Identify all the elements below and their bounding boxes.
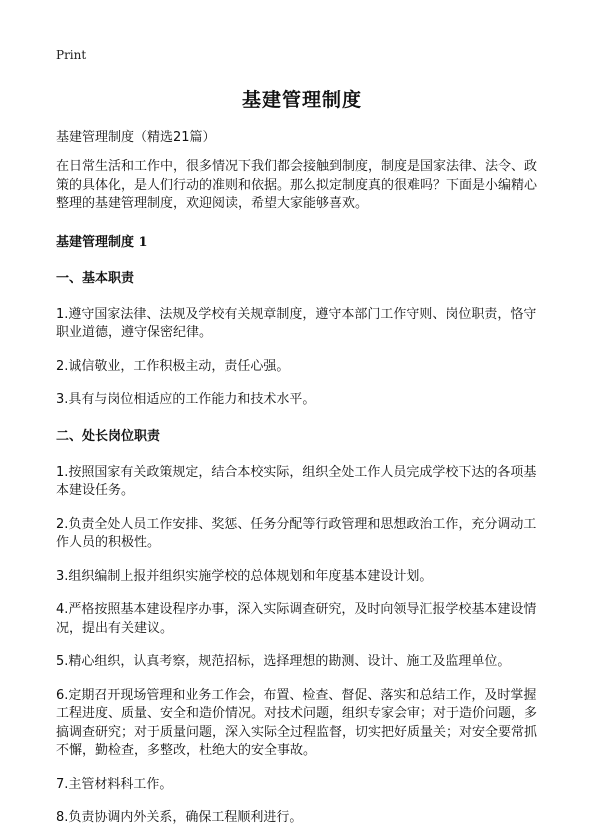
page-title: 基建管理制度: [241, 89, 362, 111]
list-item: 2.诚信敬业，工作积极主动，责任心强。: [56, 358, 290, 374]
list-item: 1.按照国家有关政策规定，结合本校实际，组织全处工作人员完成学校下达的各项基本建设任务。: [56, 464, 537, 498]
print-link[interactable]: Print: [56, 48, 87, 62]
list-item: 2.负责全处人员工作安排、奖惩、任务分配等行政管理和思想政治工作，充分调动工作人员的积极性。: [56, 516, 537, 550]
intro-paragraph: 在日常生活和工作中，很多情况下我们都会接触到制度，制度是国家法律、法令、政策的具体化，是人们行动的准则和依据。那么拟定制度真的很难吗？下面是小编精心整理的基建管理制度，欢迎阅读，希望大家能够喜欢。: [56, 159, 538, 211]
list-item: 4.严格按照基本建设程序办事，深入实际调查研究，及时向领导汇报学校基本建设情况，提出有关建议。: [56, 602, 537, 636]
list-item: 3.具有与岗位相适应的工作能力和技术水平。: [56, 392, 316, 407]
list-item: 1.遵守国家法律、法规及学校有关规章制度，遵守本部门工作守则、岗位职责，恪守职业道德，遵守保密纪律。: [56, 306, 537, 340]
list-item: 3.组织编制上报并组织实施学校的总体规划和年度基本建设计划。: [56, 568, 433, 584]
list-item: 7.主管材料科工作。: [56, 776, 173, 792]
document-subtitle: 基建管理制度（精选21篇）: [56, 130, 216, 145]
sub-heading-director-duties: 二、处长岗位职责: [56, 428, 161, 444]
list-item: 8.负责协调内外关系，确保工程顺利进行。: [56, 810, 303, 825]
section-heading-1: 基建管理制度 1: [56, 234, 148, 250]
list-item: 5.精心组织，认真考察，规范招标，选择理想的勘测、设计、施工及监理单位。: [56, 654, 511, 669]
sub-heading-basic-duties: 一、基本职责: [56, 270, 135, 286]
list-item: 6.定期召开现场管理和业务工作会，布置、检查、督促、落实和总结工作，及时掌握工程进度、质量、安全和造价情况。对技术问题，组织专家会审；对于造价问题，多搞调查研究；对于质量问题，深入实际全过程监督，切实把好质量关；对安全要常抓不懈，勤检查，多整改，杜绝大的安全事故。: [56, 687, 538, 758]
